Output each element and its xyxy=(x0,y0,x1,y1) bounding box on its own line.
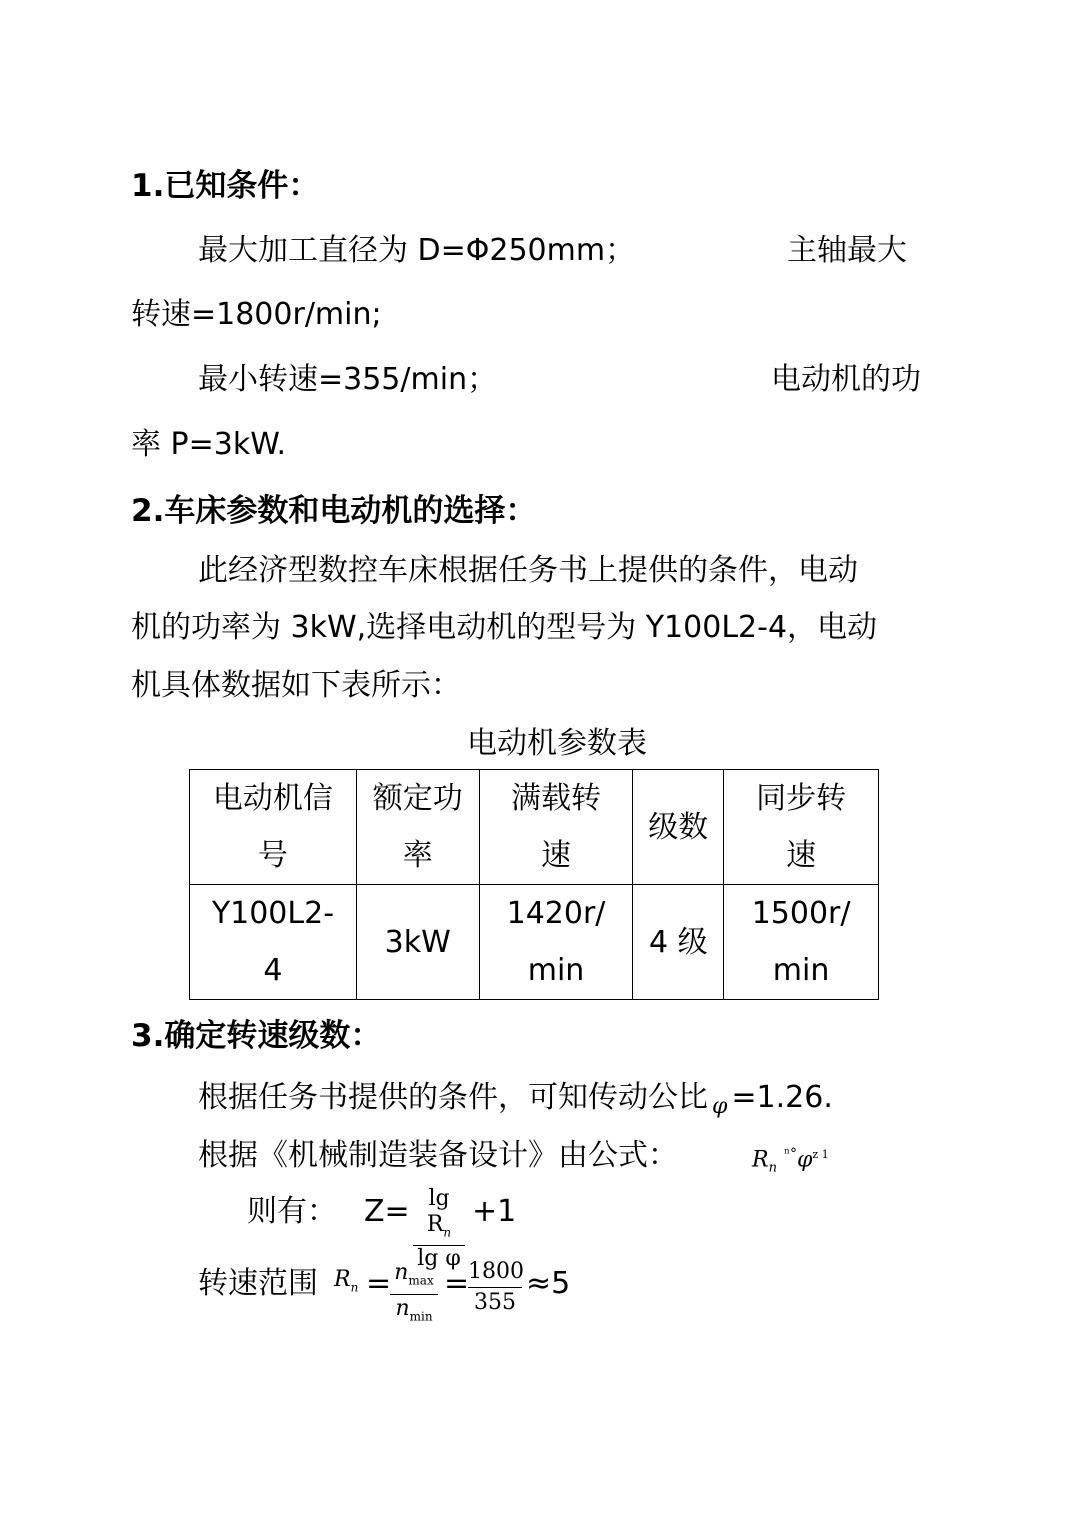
table-header-row xyxy=(190,770,879,885)
section-2-para-line2: 机的功率为 3kW,选择电动机的型号为 Y100L2-4，电动 xyxy=(131,610,878,645)
section-2-para-line1: 此经济型数控车床根据任务书上提供的条件，电动 xyxy=(198,553,858,588)
cell-sync-speed: 1500r/ min xyxy=(724,885,879,1000)
spindle-max-text: 主轴最大 xyxy=(787,233,907,268)
range-eq-2: = xyxy=(444,1266,470,1301)
z-label: Z= xyxy=(364,1194,410,1229)
motor-power-label: 电动机的功 xyxy=(771,362,921,397)
formula-rn-phi: $R_n$ $^{^n^\circ}\varphi^{z 1}$ xyxy=(752,1146,829,1176)
max-diameter-text: 最大加工直径为 D=Φ250mm； xyxy=(198,233,636,268)
cell-full-load-speed: 1420r/ min xyxy=(479,885,633,1000)
cell-poles: 4 级 xyxy=(633,885,724,1000)
range-label: 转速范围 xyxy=(198,1266,318,1301)
header-cell-sync-speed: 同步转 速 xyxy=(724,770,879,885)
phi-symbol: φ xyxy=(712,1094,728,1119)
range-fraction-2: 1800 355 xyxy=(468,1259,524,1315)
motor-parameter-table xyxy=(189,769,879,1000)
min-speed-text: 最小转速=355/min； xyxy=(198,362,498,397)
range-result: ≈5 xyxy=(526,1266,571,1301)
range-rn: $R_n$ xyxy=(334,1267,359,1295)
table-caption: 电动机参数表 xyxy=(467,726,647,761)
header-cell-full-load-speed: 满载转 速 xyxy=(479,770,633,885)
header-cell-poles: 级数 xyxy=(633,770,724,885)
section-2-heading: 2.车床参数和电动机的选择： xyxy=(131,493,537,529)
range-fraction-1: $n_{max}$ $n_{min}$ xyxy=(390,1259,438,1331)
section-3-heading: 3.确定转速级数： xyxy=(131,1018,382,1054)
table-row xyxy=(190,885,879,1000)
power-value-text: 率 P=3kW. xyxy=(131,427,286,462)
section-2-para-line3: 机具体数据如下表所示： xyxy=(131,668,461,703)
header-cell-model: 电动机信 号 xyxy=(190,770,357,885)
range-eq-1: = xyxy=(366,1266,392,1301)
cell-model: Y100L2- 4 xyxy=(190,885,357,1000)
section-1-heading: 1.已知条件： xyxy=(131,168,320,204)
formula-source-line: 根据《机械制造装备设计》由公式： xyxy=(198,1138,678,1173)
ratio-line: 根据任务书提供的条件，可知传动公比 $_\varphi$ =1.26. xyxy=(198,1080,833,1119)
header-cell-rated-power: 额定功 率 xyxy=(356,770,479,885)
then-label: 则有： xyxy=(247,1194,337,1229)
plus-one: +1 xyxy=(472,1194,517,1229)
z-fraction: $\lg R_n$ lg φ xyxy=(413,1186,465,1272)
cell-rated-power: 3kW xyxy=(356,885,479,1000)
max-speed-text: 转速=1800r/min; xyxy=(131,297,382,332)
